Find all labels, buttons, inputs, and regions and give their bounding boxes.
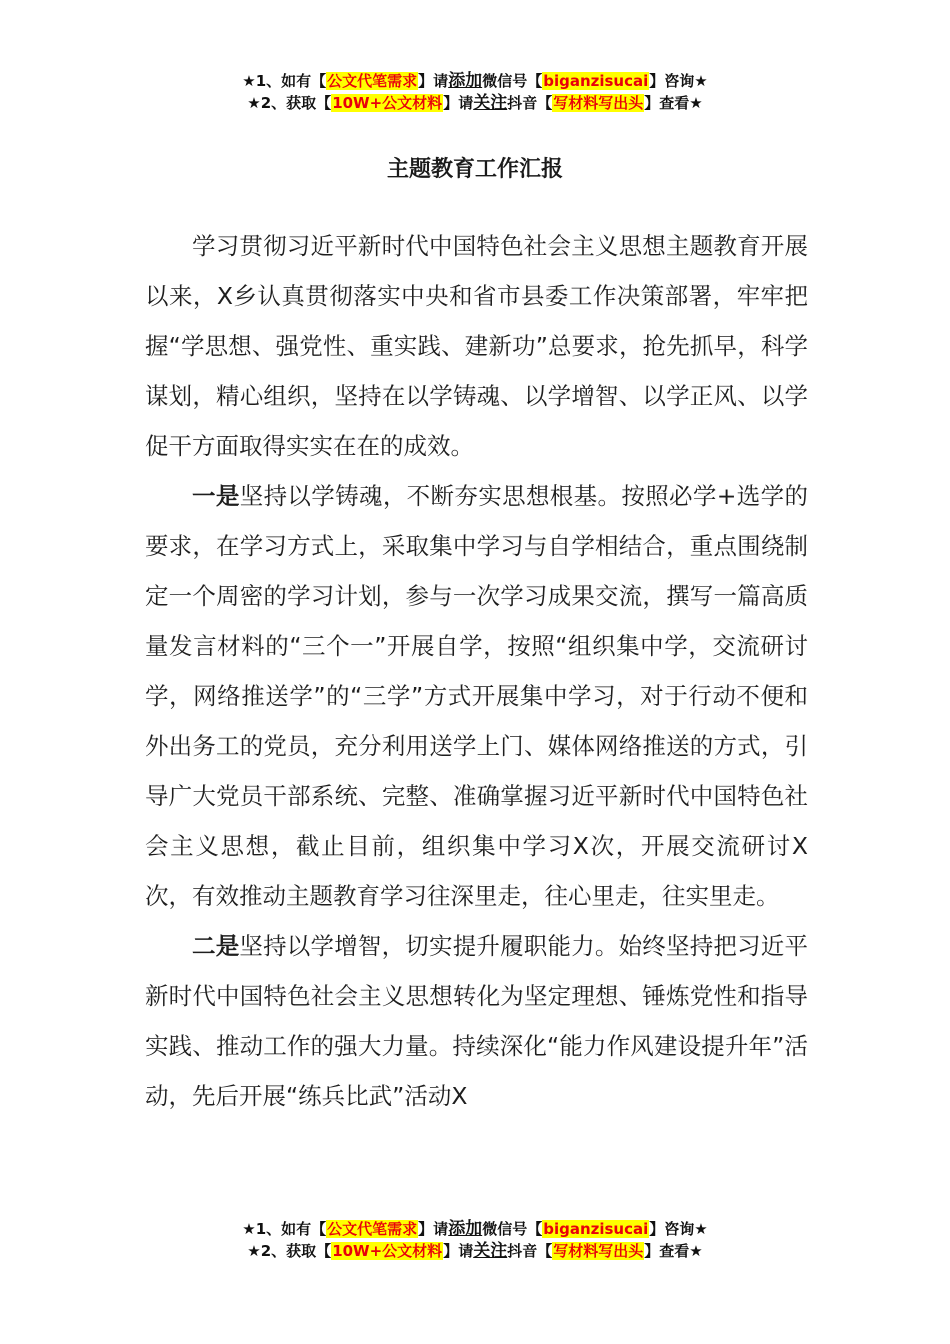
promo-text: 】查看★ [644,94,703,112]
paragraph-text: 坚持以学增智，切实提升履职能力。始终坚持把习近平新时代中国特色社会主义思想转化为坚定理想、锤炼党性和指导实践、推动工作的强大力量。持续深化“能力作风建设提升年”活动，先后开展“练兵比武”活动X [145,932,809,1110]
promo-text: 微信号【 [482,72,543,90]
douyin-highlight: 写材料写出头 [553,94,644,112]
paragraph-intro [145,221,808,471]
promo-text: 微信号【 [482,1220,543,1238]
paragraph-point-1 [145,471,808,921]
footer-promo-banner [0,1218,950,1262]
promo-text: 】咨询★ [649,1220,708,1238]
promo-text: 】咨询★ [649,72,708,90]
promo-text: 】请 [418,72,449,90]
promo-text: 】查看★ [644,1242,703,1260]
promo-text: ★2、获取【 [247,1242,332,1260]
promo-text: 】请 [443,94,474,112]
promo-highlight: 公文代笔需求 [327,1220,418,1238]
paragraph-lead: 二是 [192,932,240,960]
promo-text: 】请 [443,1242,474,1260]
promo-underlined: 关注 [473,1241,508,1261]
promo-highlight: 10W+公文材料 [332,94,443,112]
wechat-id-highlight: biganzisucai [543,72,649,90]
promo-text: 抖音【 [507,94,553,112]
promo-highlight: 10W+公文材料 [332,1242,443,1260]
document-body [145,221,808,1121]
promo-underlined: 添加 [448,1219,483,1239]
promo-underlined: 添加 [448,71,483,91]
promo-text: ★1、如有【 [242,1220,327,1238]
douyin-highlight: 写材料写出头 [553,1242,644,1260]
promo-text: 】请 [418,1220,449,1238]
paragraph-text: 学习贯彻习近平新时代中国特色社会主义思想主题教育开展以来，X乡认真贯彻落实中央和省市县委工作决策部署，牢牢把握“学思想、强党性、重实践、建新功”总要求，抢先抓早，科学谋划，精心组织，坚持在以学铸魂、以学增智、以学正风、以学促干方面取得实实在在的成效。 [145,232,808,460]
header-promo-banner [0,70,950,114]
paragraph-lead: 一是 [192,482,240,510]
promo-text: ★2、获取【 [247,94,332,112]
promo-line-1 [0,1218,950,1240]
promo-line-2 [0,1240,950,1262]
paragraph-point-2 [145,921,808,1121]
document-title: 主题教育工作汇报 [386,157,563,182]
wechat-id-highlight: biganzisucai [543,1220,649,1238]
promo-line-2 [0,92,950,114]
promo-underlined: 关注 [473,93,508,113]
promo-line-1 [0,70,950,92]
promo-text: 抖音【 [507,1242,553,1260]
promo-text: ★1、如有【 [242,72,327,90]
paragraph-text: 坚持以学铸魂，不断夯实思想根基。按照必学+选学的要求，在学习方式上，采取集中学习与自学相结合，重点围绕制定一个周密的学习计划，参与一次学习成果交流，撰写一篇高质量发言材料的“三个一”开展自学，按照“组织集中学，交流研讨学，网络推送学”的“三学”方式开展集中学习，对于行动不便和外出务工的党员，充分利用送学上门、媒体网络推送的方式，引导广大党员干部系统、完整、准确掌握习近平新时代中国特色社会主义思想，截止目前，组织集中学习X次，开展交流研讨X次，有效推动主题教育学习往深里走，往心里走，往实里走。 [145,482,809,910]
promo-highlight: 公文代笔需求 [327,72,418,90]
